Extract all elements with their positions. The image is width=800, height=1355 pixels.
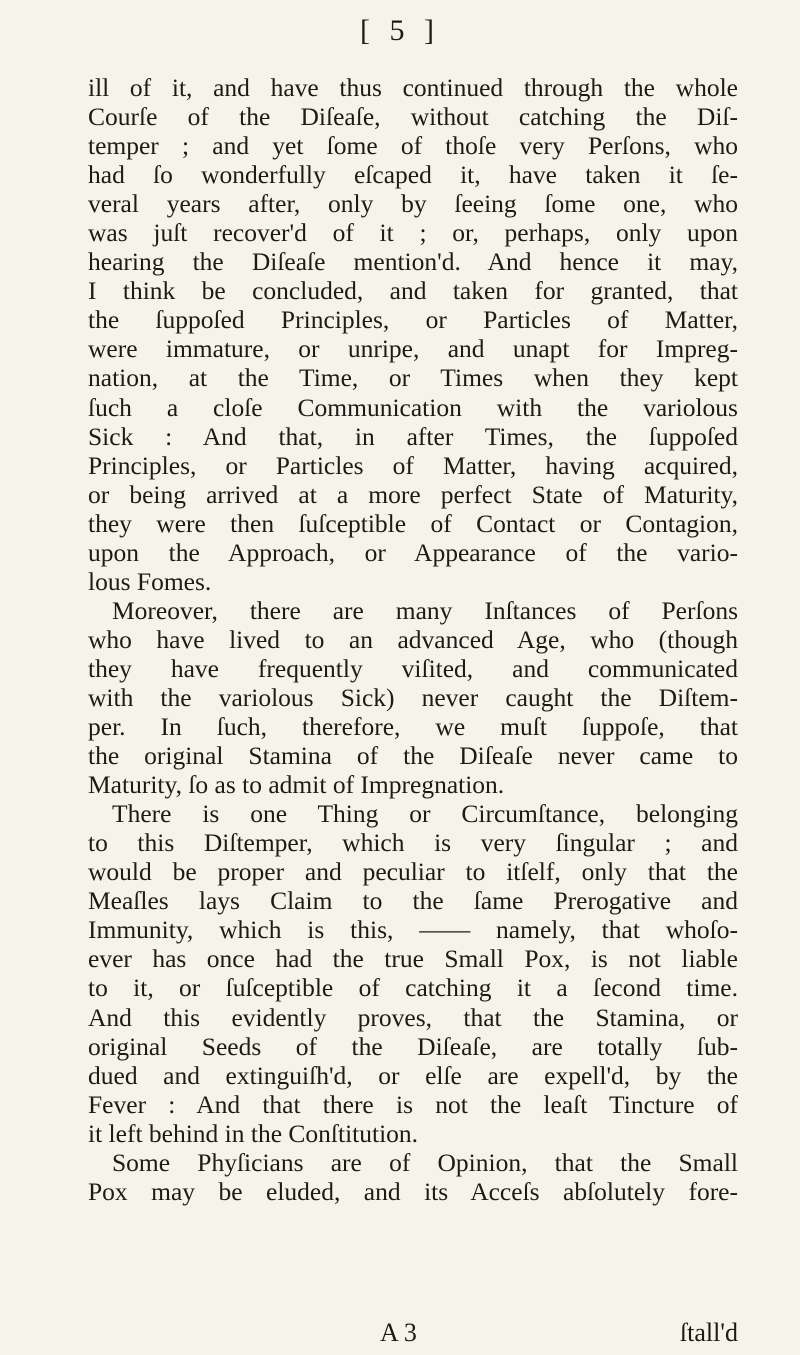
- text-line: Meaſles lays Claim to the ſame Prerogative and: [88, 886, 738, 916]
- text-line: ill of it, and have thus continued through the whole: [88, 73, 738, 102]
- text-line: And this evidently proves, that the Stamina, or: [88, 1002, 738, 1032]
- text-line: Courſe of the Diſeaſe, without catching the Diſ-: [88, 102, 738, 132]
- text-line: temper ; and yet ſome of thoſe very Perſons, who: [88, 131, 738, 161]
- signature-mark: A 3: [380, 1318, 417, 1347]
- text-line: it left behind in the Conſtitution.: [88, 1118, 419, 1148]
- text-line: Principles, or Particles of Matter, having acquired,: [88, 450, 738, 480]
- text-line: upon the Approach, or Appearance of the vario-: [88, 537, 738, 567]
- text-line: were immature, or unripe, and unapt for Impreg-: [88, 334, 738, 364]
- text-line: Immunity, which is this, —— namely, that whoſo-: [88, 915, 738, 945]
- text-line: ever has once had the true Small Pox, is not liable: [88, 944, 738, 974]
- text-line: they have frequently viſited, and communicated: [88, 653, 738, 683]
- text-line: dued and extinguiſh'd, or elſe are expell'd, by the: [88, 1060, 738, 1090]
- body-text: [88, 73, 738, 1206]
- text-line: hearing the Diſeaſe mention'd. And hence it may,: [88, 247, 738, 277]
- text-line: nation, at the Time, or Times when they kept: [88, 363, 738, 393]
- text-line: had ſo wonderfully eſcaped it, have taken it ſe-: [88, 160, 738, 190]
- text-line: ſuch a cloſe Communication with the variolous: [88, 392, 738, 422]
- text-line: There is one Thing or Circumſtance, belonging: [112, 799, 738, 829]
- text-line: Pox may be eluded, and its Acceſs abſolutely fore-: [88, 1176, 738, 1206]
- text-line: would be proper and peculiar to itſelf, only that the: [88, 857, 738, 887]
- text-line: Some Phyſicians are of Opinion, that the Small: [112, 1147, 738, 1177]
- page-footer: [0, 1318, 800, 1348]
- text-line: or being arrived at a more perfect State of Maturity,: [88, 479, 738, 509]
- text-line: lous Fomes.: [88, 566, 212, 596]
- page-number-header: [ 5 ]: [360, 14, 440, 47]
- text-line: veral years after, only by ſeeing ſome one, who: [88, 189, 738, 219]
- text-line: to it, or ſuſceptible of catching it a ſecond time.: [88, 973, 738, 1003]
- text-line: with the variolous Sick) never caught the Diſtem-: [88, 682, 738, 712]
- text-line: the original Stamina of the Diſeaſe never came to: [88, 741, 738, 771]
- text-line: original Seeds of the Diſeaſe, are totally ſub-: [88, 1031, 738, 1061]
- text-line: Maturity, ſo as to admit of Impregnation.: [88, 770, 505, 800]
- text-line: to this Diſtemper, which is very ſingular ; and: [88, 828, 738, 858]
- text-line: the ſuppoſed Principles, or Particles of Matter,: [88, 305, 738, 335]
- text-line: Fever : And that there is not the leaſt Tincture of: [88, 1089, 738, 1119]
- text-line: I think be concluded, and taken for granted, that: [88, 276, 738, 306]
- text-line: Moreover, there are many Inſtances of Perſons: [112, 595, 738, 625]
- text-line: they were then ſuſceptible of Contact or Contagion,: [88, 508, 738, 538]
- text-line: who have lived to an advanced Age, who (though: [88, 624, 738, 654]
- catchword: ſtall'd: [679, 1318, 738, 1347]
- text-line: was juſt recover'd of it ; or, perhaps, only upon: [88, 218, 738, 248]
- text-line: Sick : And that, in after Times, the ſuppoſed: [88, 421, 738, 451]
- text-line: per. In ſuch, therefore, we muſt ſuppoſe, that: [88, 712, 738, 742]
